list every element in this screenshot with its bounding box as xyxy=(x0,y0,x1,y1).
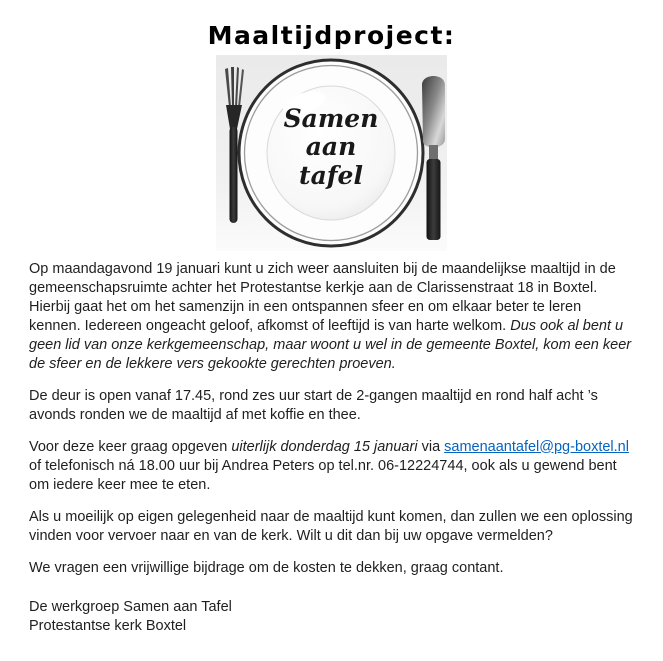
italic-text-run: Dus ook al bent u geen lid van onze kerkgemeenschap, maar woont u wel in de gemeente Boxtel, kom een keer de sfeer en de lekkere vers gekookte gerechten proeven. xyxy=(29,317,632,372)
text-run: Als u moeilijk op eigen gelegenheid naar de maaltijd kunt komen, dan zullen we een oplossing vinden voor vervoer naar en van de kerk. Wilt u dit dan bij uw opgave vermelden? xyxy=(29,508,633,544)
text-run: of telefonisch ná 18.00 uur bij Andrea Peters op tel.nr. 06-12224744, ook als u gewend bent om iedere keer mee te eten. xyxy=(29,457,617,493)
plate-text-line-2: aan xyxy=(305,131,357,161)
paragraph xyxy=(29,260,634,374)
paragraph xyxy=(29,508,634,546)
place-setting-illustration xyxy=(216,55,447,251)
italic-text-run: uiterlijk donderdag 15 januari xyxy=(231,438,418,455)
text-run: De deur is open vanaf 17.45, rond zes uur start de 2-gangen maaltijd en rond half acht ’s avonds ronden we de maaltijd af met koffie en thee. xyxy=(29,387,598,423)
signature-line-2: Protestantse kerk Boxtel xyxy=(29,617,187,634)
text-run: Voor deze keer graag opgeven xyxy=(29,438,232,455)
meal-project-image xyxy=(216,55,447,251)
signature xyxy=(29,598,634,636)
plate-text-line-3: tafel xyxy=(299,160,363,190)
plate-text-line-1: Samen xyxy=(283,103,379,133)
page-title: Maaltijdproject: xyxy=(207,21,456,50)
body-paragraphs xyxy=(29,260,634,578)
paragraph xyxy=(29,438,634,495)
text-run: We vragen een vrijwillige bijdrage om de kosten te dekken, graag contant. xyxy=(29,559,504,576)
text-run: via xyxy=(417,438,445,455)
paragraph xyxy=(29,387,634,425)
signature-line-1: De werkgroep Samen aan Tafel xyxy=(29,598,232,615)
email-link[interactable]: samenaantafel@pg-boxtel.nl xyxy=(444,438,629,455)
text-run: Op maandagavond 19 januari kunt u zich weer aansluiten bij de maandelijkse maaltijd in de gemeenschapsruimte achter het Protestantse kerkje aan de Clarissenstraat 18 in Boxtel. Hierbij gaat het om het samenzijn in een ontspannen sfeer en om elkaar beter te leren kennen. Iedereen ongeacht geloof, afkomst of leeftijd is van harte welkom. xyxy=(29,260,616,334)
paragraph xyxy=(29,559,634,578)
